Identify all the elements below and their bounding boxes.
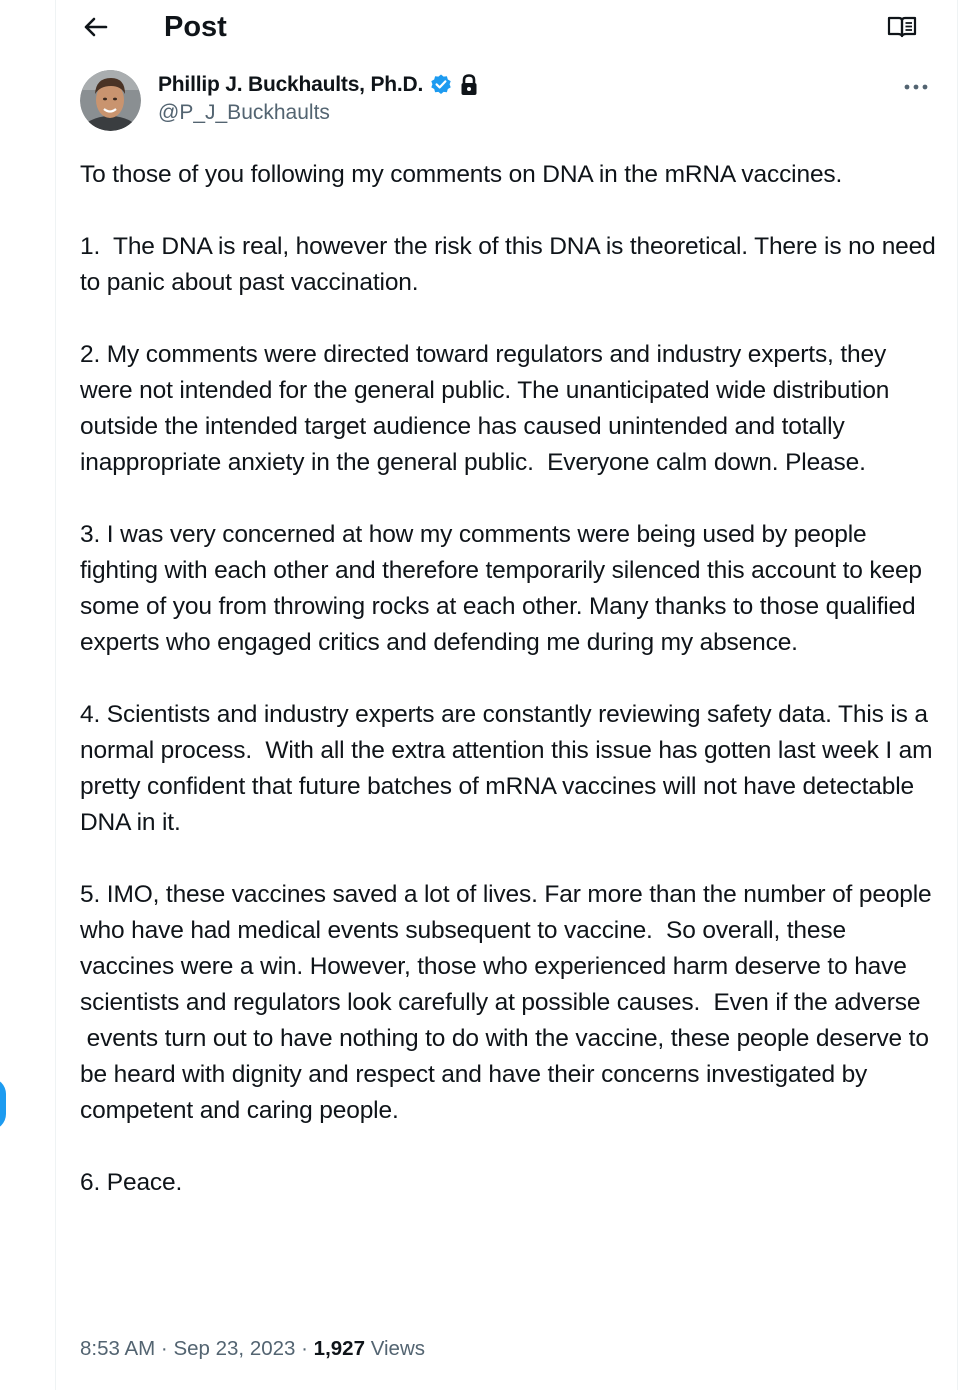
- author-info: [158, 70, 479, 134]
- post-time[interactable]: 8:53 AM: [80, 1337, 156, 1360]
- column-border-left: [55, 0, 56, 1390]
- profile-photo: [80, 70, 141, 131]
- post-metadata: [80, 1333, 425, 1365]
- arrow-left-icon: [82, 16, 108, 38]
- lock-icon: [459, 73, 479, 97]
- post-date[interactable]: Sep 23, 2023: [173, 1337, 296, 1360]
- meta-separator: ·: [160, 1337, 168, 1360]
- author-handle[interactable]: @P_J_Buckhaults: [158, 101, 330, 124]
- floating-action-button[interactable]: [0, 1078, 6, 1130]
- top-bar: [56, 0, 957, 54]
- views-count: 1,927: [313, 1337, 365, 1360]
- column-border-right: [957, 0, 958, 1390]
- author-display-name[interactable]: Phillip J. Buckhaults, Ph.D.: [158, 73, 424, 96]
- avatar[interactable]: [80, 70, 141, 131]
- verified-badge-icon[interactable]: [429, 73, 453, 97]
- more-horizontal-icon: [903, 83, 929, 91]
- post-text: To those of you following my comments on DNA in the mRNA vaccines. 1. The DNA is real, however the risk of this DNA is theoretical. There is no need to panic about past vaccination. 2. My comments were directed toward regulators and industry experts, they were not intended for the general public. The unanticipated wide distribution outside the intended target audience has caused unintended and totally inappropriate anxiety in the general public. Everyone calm down. Please. 3. I was very concerned at how my comments were being used by people fighting with each other and therefore temporarily silenced this account to keep some of you from throwing rocks at each other. Many thanks to those qualified experts who engaged critics and defending me during my absence. 4. Scientists and industry experts are constantly reviewing safety data. This is a normal process. With all the extra attention this issue has gotten last week I am pretty confident that future batches of mRNA vaccines will not have detectable DNA in it. 5. IMO, these vaccines saved a lot of lives. Far more than the number of people who have had medical events subsequent to vaccine. So overall, these vaccines were a win. However, those who experienced harm deserve to have scientists and regulators look carefully at possible causes. Even if the adverse events turn out to have nothing to do with the vaccine, these people deserve to be heard with dignity and respect and have their concerns investigated by competent and caring people. 6. Peace.: [80, 161, 936, 1196]
- author-name-row: [158, 70, 479, 100]
- views-label: Views: [370, 1337, 426, 1360]
- more-options-button[interactable]: [898, 72, 934, 102]
- meta-separator: ·: [301, 1337, 308, 1360]
- page-title: Post: [164, 11, 227, 43]
- back-button[interactable]: [78, 10, 112, 44]
- reader-mode-icon: [887, 15, 917, 39]
- reader-mode-button[interactable]: [884, 10, 920, 44]
